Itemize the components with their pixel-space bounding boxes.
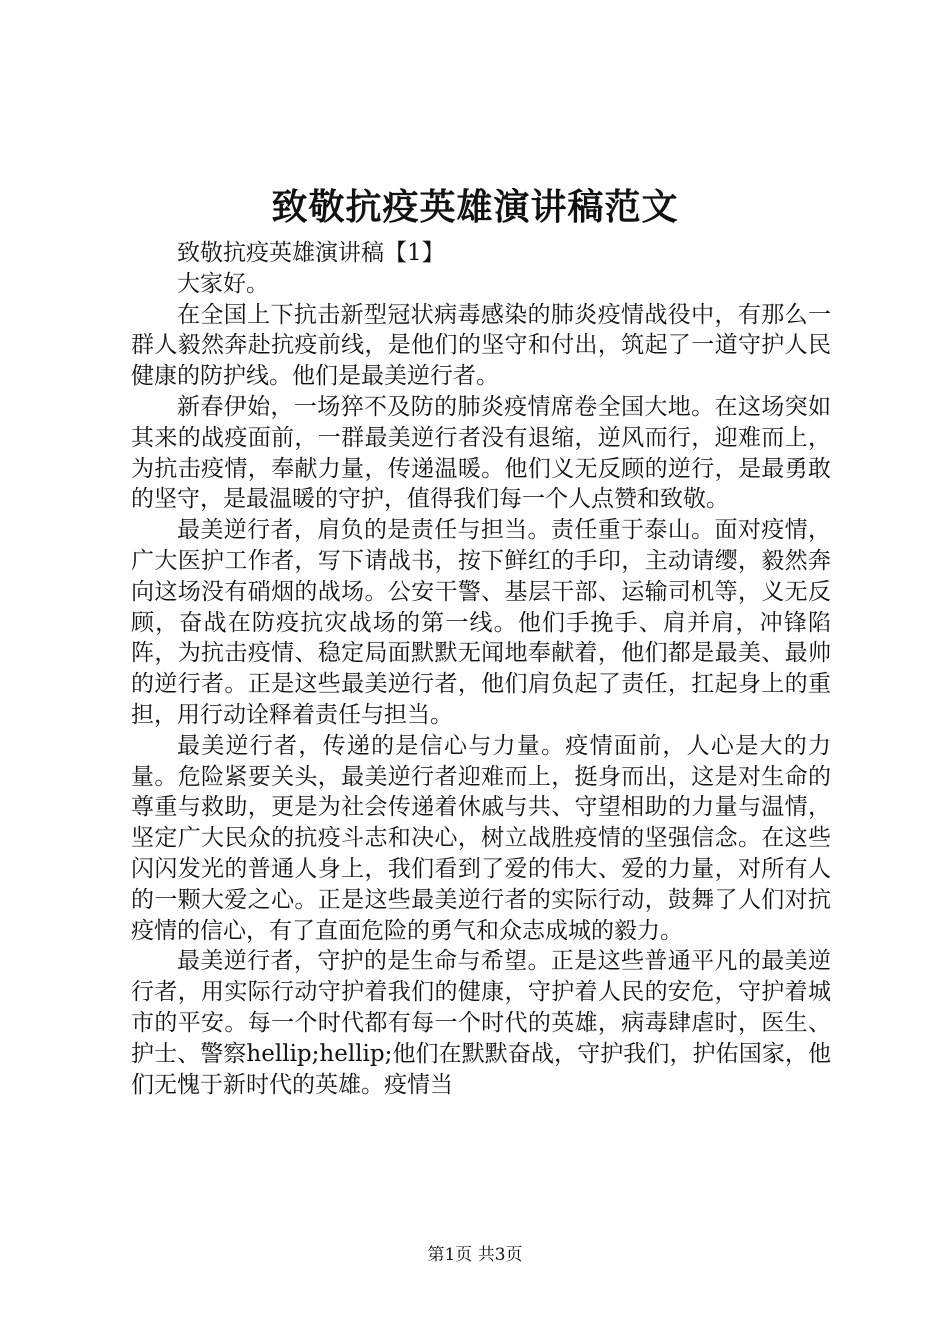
page-number-footer: 第1页 共3页 xyxy=(427,1245,523,1265)
body-paragraph: 最美逆行者，传递的是信心与力量。疫情面前，人心是大的力量。危险紧要关头，最美逆行者迎难而上，挺身而出，这是对生命的尊重与救助，更是为社会传递着休戚与共、守望相助的力量与温情，坚定广大民众的抗疫斗志和决心，树立战胜疫情的坚强信念。在这些闪闪发光的普通人身上，我们看到了爱的伟大、爱的力量，对所有人的一颗大爱之心。正是这些最美逆行者的实际行动，鼓舞了人们对抗疫情的信心，有了直面危险的勇气和众志成城的毅力。 xyxy=(131,732,831,944)
body-paragraph: 新春伊始，一场猝不及防的肺炎疫情席卷全国大地。在这场突如其来的战疫面前，一群最美逆行者没有退缩，逆风而行，迎难而上，为抗击疫情，奉献力量，传递温暖。他们义无反顾的逆行，是最勇敢的坚守，是最温暖的守护，值得我们每一个人点赞和致敬。 xyxy=(131,393,831,513)
body-paragraph: 最美逆行者，守护的是生命与希望。正是这些普通平凡的最美逆行者，用实际行动守护着我们的健康，守护着人民的安危，守护着城市的平安。每一个时代都有每一个时代的英雄，病毒肆虐时，医生、护士、警察hellip;hellip;他们在默默奋战，守护我们，护佑国家，他们无愧于新时代的英雄。疫情当 xyxy=(131,948,831,1098)
subtitle-paragraph: 致敬抗疫英雄演讲稿【1】 xyxy=(177,240,445,266)
body-paragraph: 最美逆行者，肩负的是责任与担当。责任重于泰山。面对疫情，广大医护工作者，写下请战书，按下鲜红的手印，主动请缨，毅然奔向这场没有硝烟的战场。公安干警、基层干部、运输司机等，义无反顾，奋战在防疫抗灾战场的第一线。他们手挽手、肩并肩，冲锋陷阵，为抗击疫情、稳定局面默默无闻地奉献着，他们都是最美、最帅的逆行者。正是这些最美逆行者，他们肩负起了责任，扛起身上的重担，用行动诠释着责任与担当。 xyxy=(131,517,831,728)
document-title: 致敬抗疫英雄演讲稿范文 xyxy=(271,186,679,228)
greeting-paragraph: 大家好。 xyxy=(177,270,269,297)
document-body xyxy=(131,238,831,1100)
body-paragraph: 在全国上下抗击新型冠状病毒感染的肺炎疫情战役中，有那么一群人毅然奔赴抗疫前线，是他们的坚守和付出，筑起了一道守护人民健康的防护线。他们是最美逆行者。 xyxy=(131,301,831,390)
